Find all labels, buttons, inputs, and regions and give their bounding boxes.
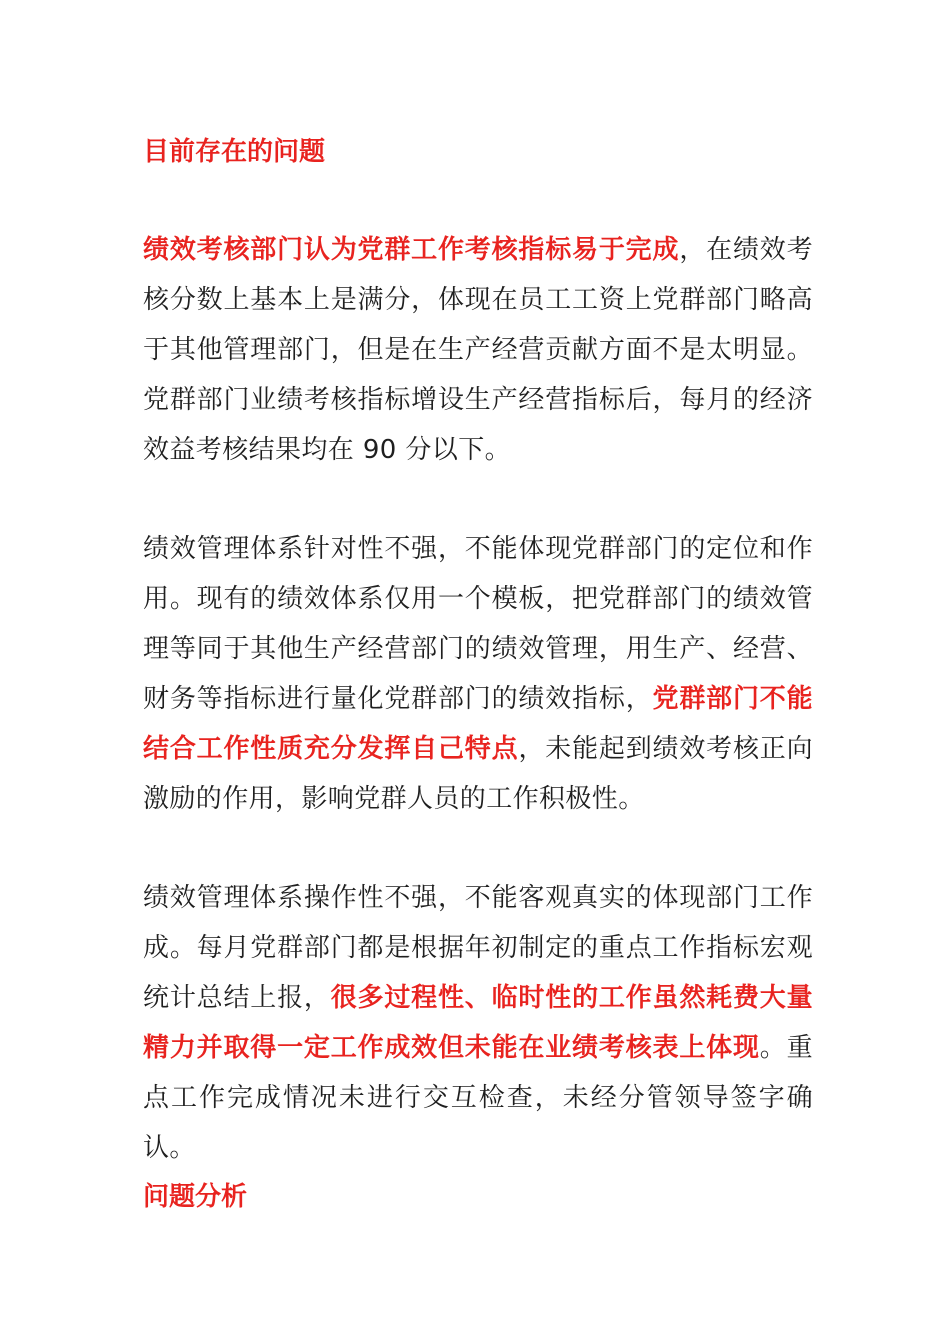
body-text: 绩效管理体系操作性不强，不能客观真实的体现部门工作成。每月党群部门都是根据年初制定的重点工作指标宏观统计总结上报， [143, 883, 813, 1013]
paragraph-system-relevance [143, 524, 813, 824]
section-heading-problem-analysis: 问题分析 [143, 1182, 248, 1212]
paragraph-assessment-completion [143, 225, 813, 475]
body-text: ，未能起到绩效考核正向激励的作用，影响党群人员的工作积极性。 [143, 734, 813, 814]
body-text: 。重点工作完成情况未进行交互检查，未经分管领导签字确认。 [143, 1033, 813, 1163]
paragraph-system-operability [143, 873, 813, 1173]
highlight-text: 绩效考核部门认为党群工作考核指标易于完成 [143, 235, 680, 265]
section-heading-current-problems: 目前存在的问题 [143, 137, 326, 167]
highlight-text: 很多过程性、临时性的工作虽然耗费大量精力并取得一定工作成效但未能在业绩考核表上体现 [143, 983, 813, 1063]
highlight-text: 党群部门不能结合工作性质充分发挥自己特点 [143, 684, 813, 764]
body-text: 绩效管理体系针对性不强，不能体现党群部门的定位和作用。现有的绩效体系仅用一个模板，把党群部门的绩效管理等同于其他生产经营部门的绩效管理，用生产、经营、财务等指标进行量化党群部门的绩效指标， [143, 534, 813, 714]
body-text: ，在绩效考核分数上基本上是满分，体现在员工工资上党群部门略高于其他管理部门，但是在生产经营贡献方面不是太明显。党群部门业绩考核指标增设生产经营指标后，每月的经济效益考核结果均在 90 分以下。 [143, 235, 813, 465]
